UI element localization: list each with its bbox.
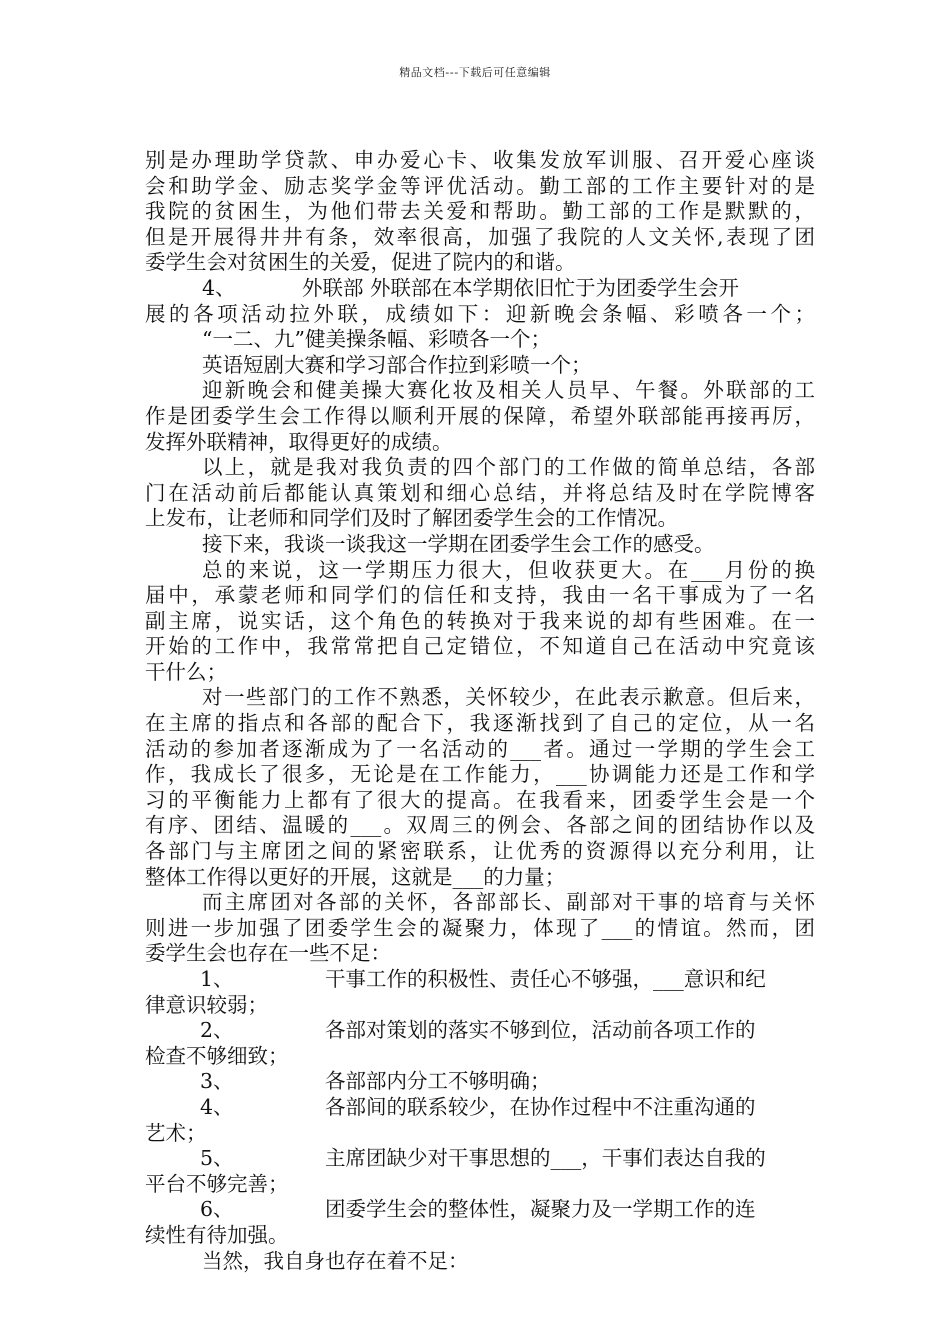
text-line: “一二、九”健美操条幅、彩喷各一个；	[202, 327, 551, 352]
text-line: 律意识较弱；	[145, 992, 268, 1017]
text-line: 委学生会也存在一些不足：	[145, 941, 391, 966]
text-line: 各部门与主席团之间的紧密联系，让优秀的资源得以充分利用，让	[145, 839, 815, 864]
text-line: 发挥外联精神，取得更好的成绩。	[145, 429, 453, 454]
list-number: 3、	[200, 1069, 234, 1094]
text-line: 检查不够细致；	[145, 1043, 289, 1068]
text-line: 以上，就是我对我负责的四个部门的工作做的简单总结，各部	[202, 455, 815, 480]
text-line: 副主席，说实话，这个角色的转换对于我来说的却有些困难。在一	[145, 608, 815, 633]
list-number: 4、	[200, 1094, 234, 1119]
text-line: 我院的贫困生，为他们带去关爱和帮助。勤工部的工作是默默的，	[145, 199, 815, 224]
text-line: 当然，我自身也存在着不足：	[202, 1248, 469, 1273]
text-line: 上发布，让老师和同学们及时了解团委学生会的工作情况。	[145, 506, 678, 531]
list-number: 4、	[202, 275, 236, 300]
text-line: 活动的参加者逐渐成为了一名活动的___者。通过一学期的学生会工	[145, 736, 815, 761]
list-text: 各部部内分工不够明确；	[325, 1069, 551, 1094]
document-body	[145, 148, 815, 1274]
list-text: 各部间的联系较少，在协作过程中不注重沟通的	[325, 1094, 756, 1119]
text-line: 接下来，我谈一谈我这一学期在团委学生会工作的感受。	[202, 531, 715, 556]
list-item	[145, 1146, 815, 1172]
text-line: 整体工作得以更好的开展，这就是___的力量；	[145, 864, 566, 889]
text-line: 作是团委学生会工作得以顺利开展的保障，希望外联部能再接再厉，	[145, 403, 815, 428]
list-item	[145, 967, 815, 993]
list-item	[145, 1069, 815, 1095]
list-text: 各部对策划的落实不够到位，活动前各项工作的	[325, 1018, 756, 1043]
text-line: 艺术；	[145, 1120, 207, 1145]
text-line: 在主席的指点和各部的配合下，我逐渐找到了自己的定位，从一名	[145, 711, 815, 736]
list-number: 2、	[200, 1018, 234, 1043]
text-line: 委学生会对贫困生的关爱，促进了院内的和谐。	[145, 250, 576, 275]
text-line: 对一些部门的工作不熟悉，关怀较少，在此表示歉意。但后来，	[202, 685, 815, 710]
list-number: 6、	[200, 1197, 234, 1222]
list-number: 1、	[200, 967, 234, 991]
list-item	[145, 1095, 815, 1121]
list-item	[145, 1197, 815, 1223]
text-line: 而主席团对各部的关怀，各部部长、副部对干事的培育与关怀	[202, 890, 815, 915]
text-line: 开始的工作中，我常常把自己定错位，不知道自己在活动中究竟该	[145, 634, 815, 659]
text-line: 总的来说，这一学期压力很大，但收获更大。在___月份的换	[202, 557, 815, 582]
list-item	[145, 1018, 815, 1044]
list-text: 外联部 外联部在本学期依旧忙于为团委学生会开	[302, 275, 740, 300]
text-line: 平台不够完善；	[145, 1171, 289, 1196]
text-line: 作，我成长了很多，无论是在工作能力，___协调能力还是工作和学	[145, 762, 815, 787]
text-line: 届中，承蒙老师和同学们的信任和支持，我由一名干事成为了一名	[145, 583, 815, 608]
text-line: 会和助学金、励志奖学金等评优活动。勤工部的工作主要针对的是	[145, 173, 815, 198]
text-line: 则进一步加强了团委学生会的凝聚力，体现了___的情谊。然而，团	[145, 915, 815, 940]
list-text: 团委学生会的整体性，凝聚力及一学期工作的连	[325, 1197, 756, 1222]
text-line: 但是开展得井井有条，效率很高，加强了我院的人文关怀,表现了团	[145, 224, 815, 249]
text-line: 门在活动前后都能认真策划和细心总结，并将总结及时在学院博客	[145, 480, 815, 505]
list-item	[145, 276, 815, 302]
text-line: 英语短剧大赛和学习部合作拉到彩喷一个；	[202, 352, 592, 377]
text-line: 迎新晚会和健美操大赛化妆及相关人员早、午餐。外联部的工	[202, 378, 815, 403]
list-text: 主席团缺少对干事思想的___，干事们表达自我的	[325, 1146, 766, 1171]
text-line: 干什么；	[145, 659, 227, 684]
text-line: 续性有待加强。	[145, 1222, 289, 1247]
list-number: 5、	[200, 1146, 234, 1171]
list-text: 干事工作的积极性、责任心不够强，___意识和纪	[325, 967, 766, 991]
text-line: 有序、团结、温暖的___。双周三的例会、各部之间的团结协作以及	[145, 813, 815, 838]
text-line: 展的各项活动拉外联，成绩如下：迎新晚会条幅、彩喷各一个；	[145, 301, 815, 326]
text-line: 别是办理助学贷款、申办爱心卡、收集发放军训服、召开爱心座谈	[145, 148, 815, 172]
text-line: 习的平衡能力上都有了很大的提高。在我看来，团委学生会是一个	[145, 787, 815, 812]
page-header: 精品文档---下载后可任意编辑	[399, 66, 551, 79]
